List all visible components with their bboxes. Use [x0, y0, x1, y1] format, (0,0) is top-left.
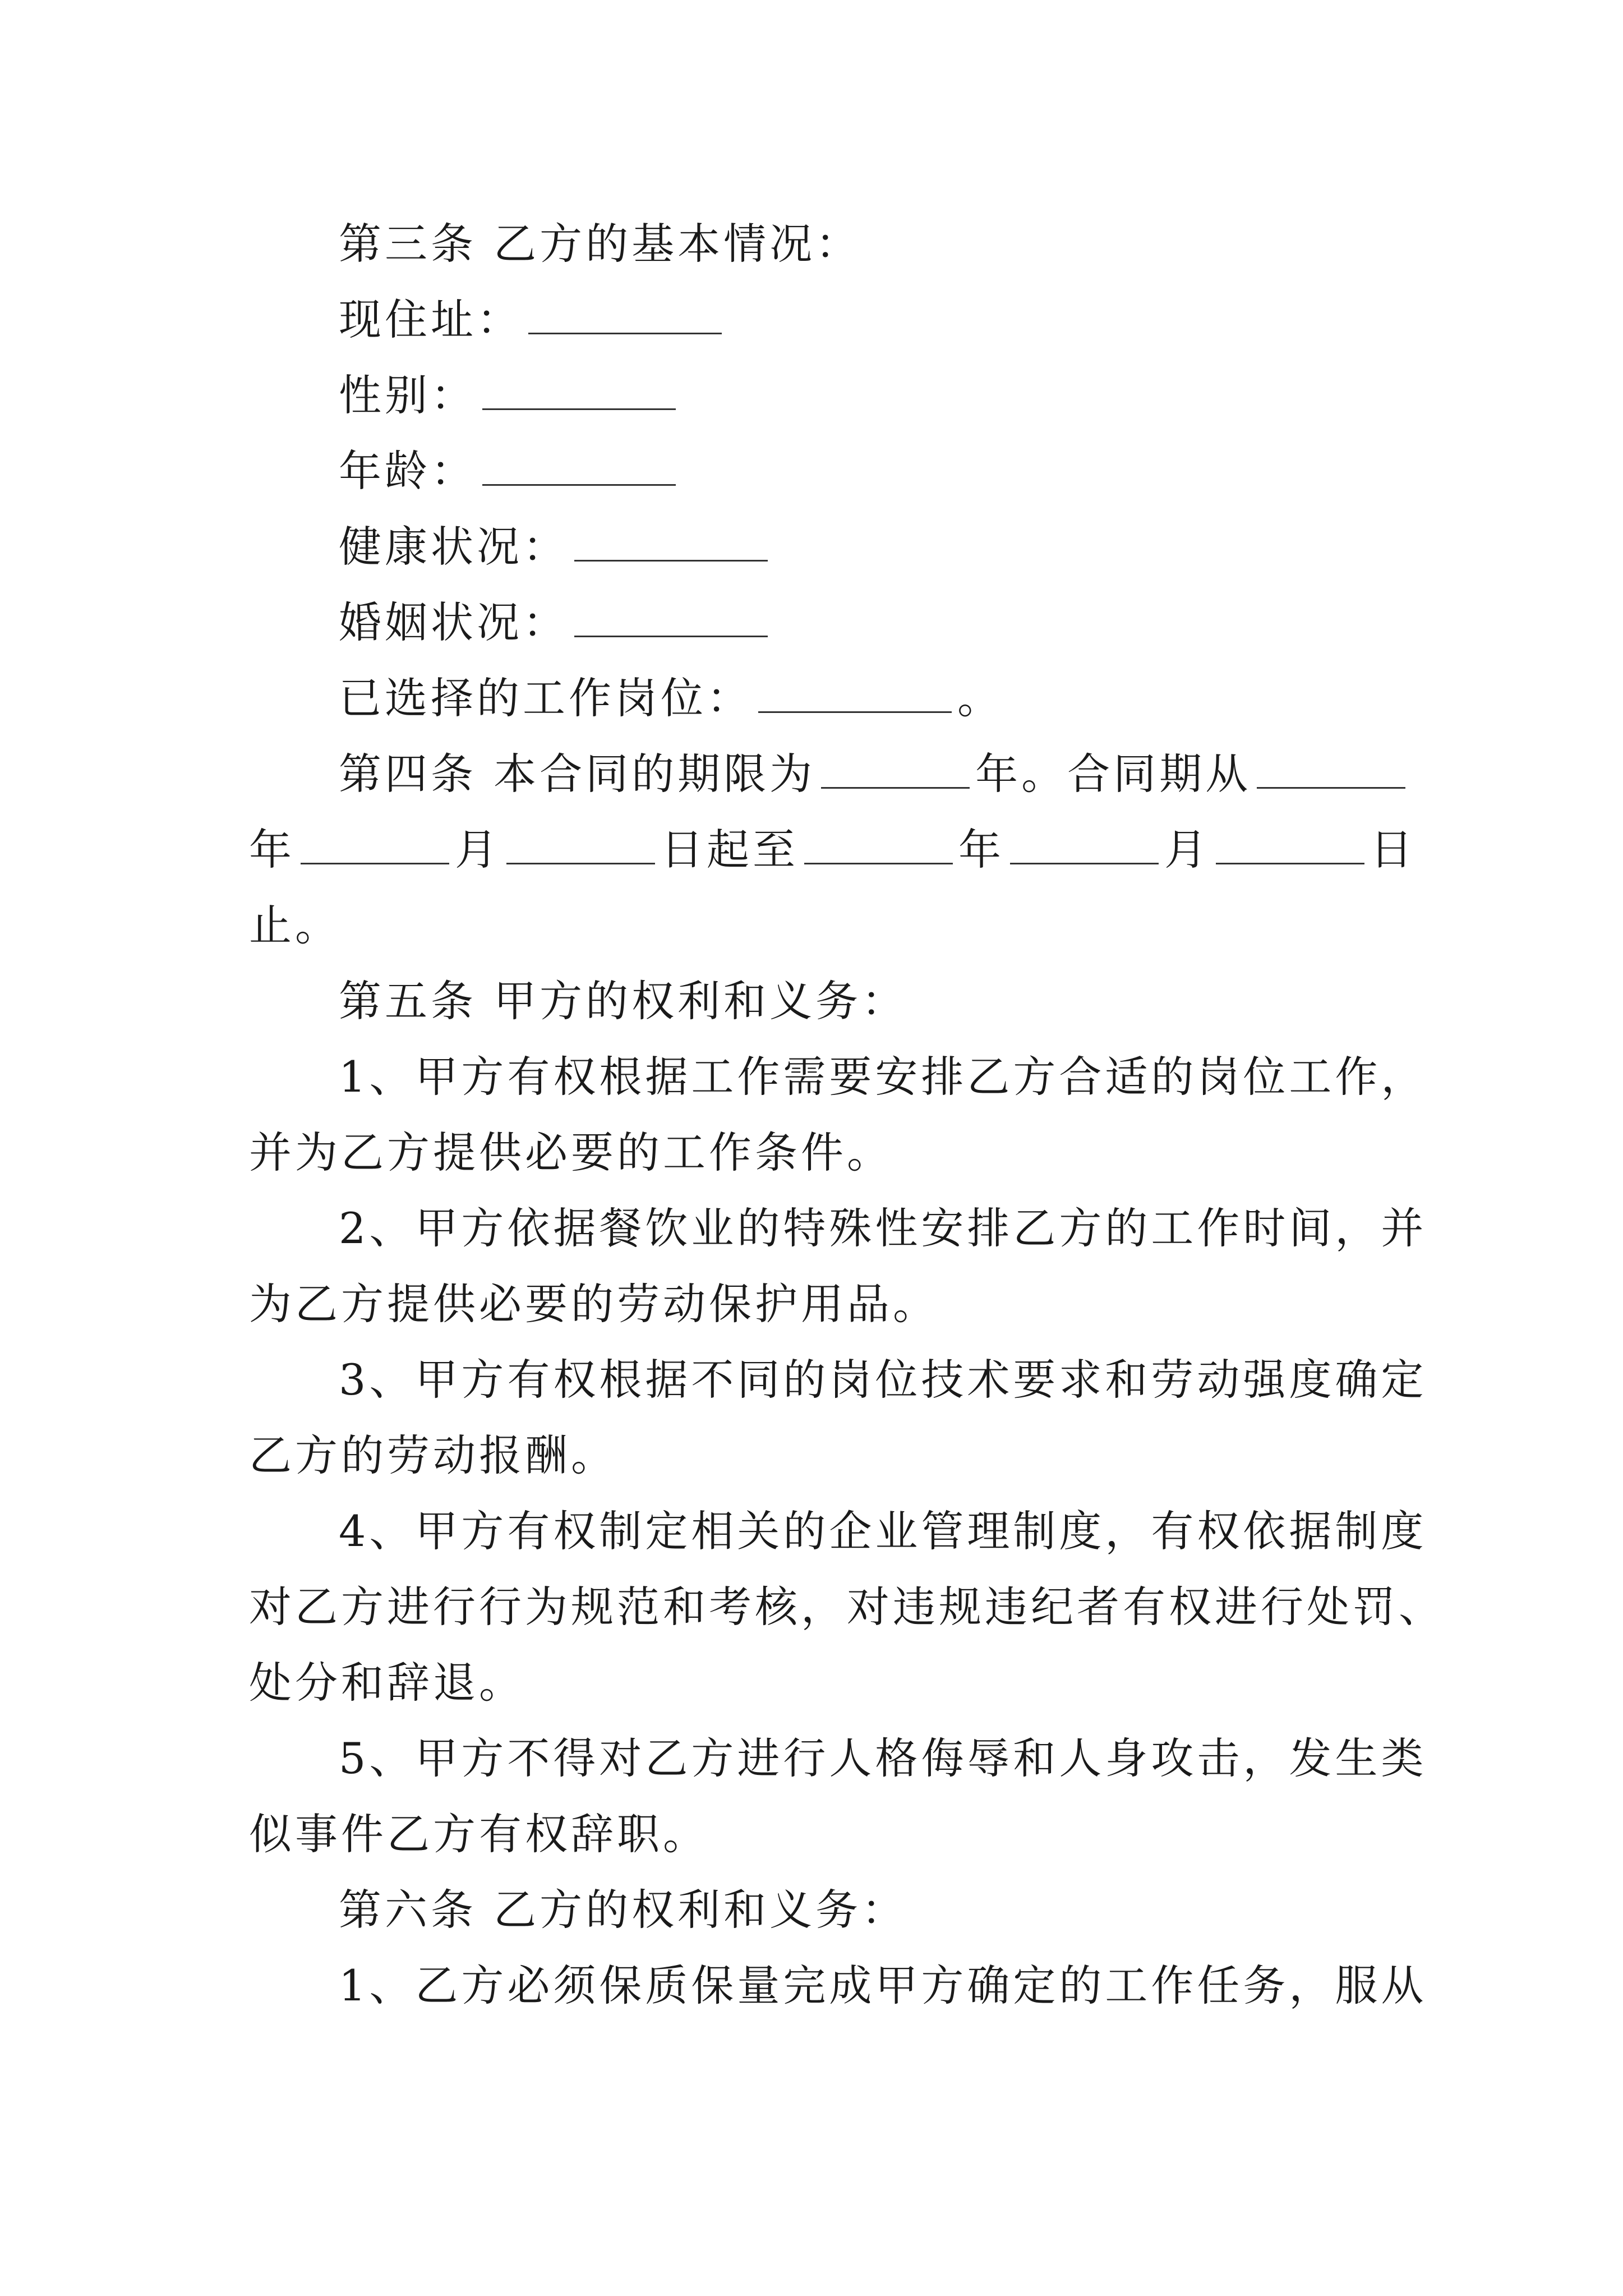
article-5-item2-line1: 2、甲方依据餐饮业的特殊性安排乙方的工作时间，并	[339, 1203, 1427, 1253]
article-5-item2-line2: 为乙方提供必要的劳动保护用品。	[249, 1279, 939, 1329]
article-5-heading: 第五条 甲方的权利和义务：	[339, 976, 908, 1026]
health-field: 健康状况：	[339, 519, 1488, 575]
gender-blank[interactable]	[482, 369, 676, 410]
article-5-item5-line2: 似事件乙方有权辞职。	[249, 1809, 709, 1859]
article-3-heading: 第三条 乙方的基本情况：	[339, 219, 862, 269]
article-6-heading: 第六条 乙方的权利和义务：	[339, 1885, 908, 1935]
article-4-line2: 年 月 日起至 年 月 日	[249, 825, 1416, 875]
article-5-item5-line1: 5、甲方不得对乙方进行人格侮辱和人身攻击，发生类	[339, 1733, 1427, 1783]
age-field: 年龄：	[339, 443, 1488, 499]
term-years-blank[interactable]	[821, 748, 970, 789]
gender-field: 性别：	[339, 367, 1488, 424]
article-5-item1-line1: 1、甲方有权根据工作需要安排乙方合适的岗位工作，	[339, 1052, 1427, 1102]
article-5-item4-line3: 处分和辞退。	[249, 1658, 525, 1708]
article-5-item4-line1: 4、甲方有权制定相关的企业管理制度，有权依据制度	[339, 1506, 1427, 1556]
start-day-blank[interactable]	[506, 823, 655, 864]
health-blank[interactable]	[574, 521, 768, 562]
address-blank[interactable]	[528, 293, 722, 334]
end-day-blank[interactable]	[1216, 823, 1364, 864]
article-6-item1-line1: 1、乙方必须保质保量完成甲方确定的工作任务，服从	[339, 1961, 1427, 2010]
position-blank[interactable]	[758, 672, 952, 713]
position-field: 已选择的工作岗位： 。	[339, 673, 1003, 723]
address-field: 现住址：	[339, 292, 1488, 348]
article-5-item1-line2: 并为乙方提供必要的工作条件。	[249, 1128, 893, 1177]
article-5-item3-line2: 乙方的劳动报酬。	[249, 1430, 617, 1480]
article-4-line1: 第四条 本合同的期限为 年。合同期从	[339, 746, 1488, 802]
article-5-item4-line2: 对乙方进行行为规范和考核，对违规违纪者有权进行处罚、	[249, 1582, 1445, 1632]
start-year-blank[interactable]	[1257, 748, 1405, 789]
marital-field: 婚姻状况：	[339, 595, 1488, 651]
age-blank[interactable]	[482, 445, 676, 486]
article-5-item3-line1: 3、甲方有权根据不同的岗位技术要求和劳动强度确定	[339, 1355, 1427, 1405]
marital-blank[interactable]	[574, 596, 768, 637]
article-4-line3: 止。	[249, 900, 341, 950]
start-month-blank[interactable]	[301, 823, 449, 864]
end-month-blank[interactable]	[1010, 823, 1159, 864]
end-year-blank[interactable]	[804, 823, 953, 864]
